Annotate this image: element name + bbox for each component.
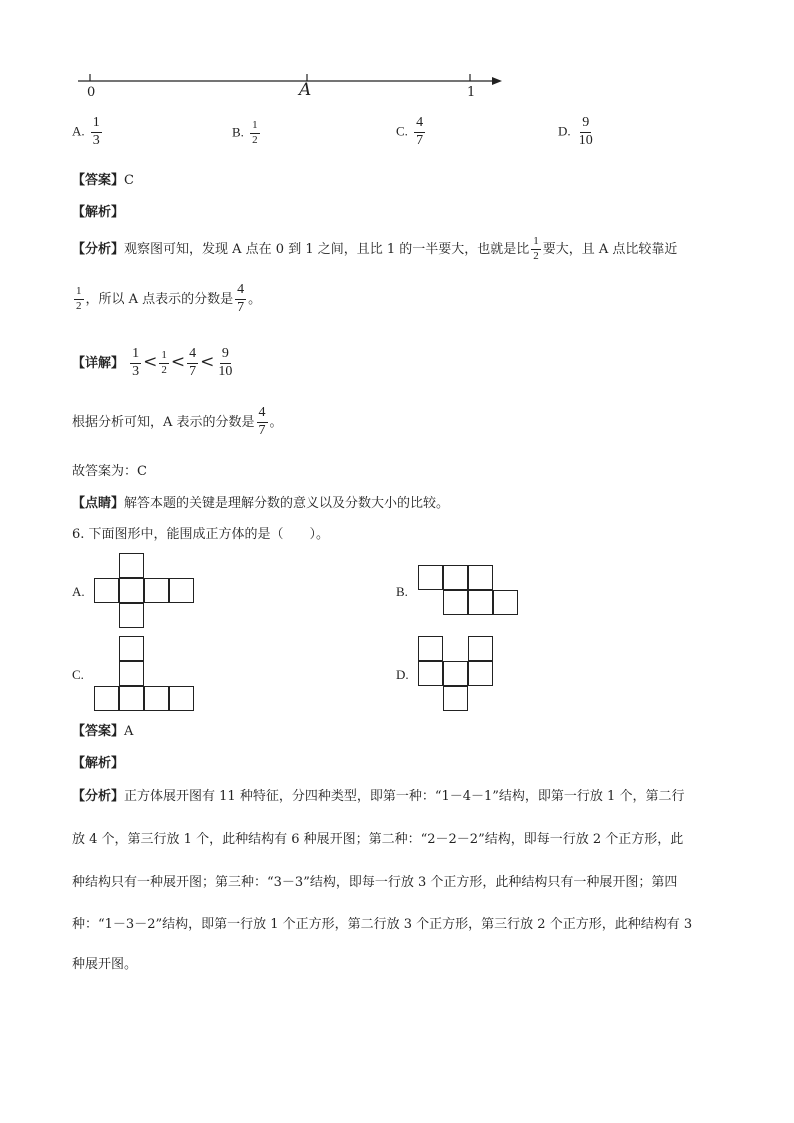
net-a-square [119,553,144,578]
net-b-label: B. [396,584,408,599]
net-c-square [144,686,169,711]
option-d[interactable] [558,116,597,148]
number-line-label-0: 0 [87,85,96,100]
net-a-square [144,578,169,603]
net-c-square [119,686,144,711]
net-b-square [418,565,443,590]
net-a-square [94,578,119,603]
q5-final-answer: 故答案为：C [72,464,147,479]
option-a-letter: A. [72,123,85,139]
number-line-arrow [492,77,502,85]
net-d-square [443,686,468,711]
q6-fenxi-line5: 种展开图。 [72,957,138,972]
option-c[interactable] [396,116,427,148]
option-a[interactable] [72,116,104,148]
q6-question: 6. 下面图形中，能围成正方体的是（ ）。 [72,527,330,542]
net-b-square [468,565,493,590]
q5-dianjing: 【点睛】解答本题的关键是理解分数的意义以及分数大小的比较。 [72,496,450,511]
number-line-label-1: 1 [467,85,476,100]
q6-fenxi-line2: 放 4 个，第三行放 1 个，此种结构有 6 种展开图；第二种：“2－2－2”结构，即每一行放 2 个正方形，此 [72,832,684,847]
net-c-square [119,636,144,661]
q5-analysis-heading: 【解析】 [72,205,125,220]
q6-fenxi-line1: 【分析】正方体展开图有 11 种特征，分四种类型，即第一种：“1－4－1”结构，即第一行放 1 个，第二行 [72,789,685,804]
option-d-fraction: $\frac{9}{10}$ [578,115,593,148]
net-a-label: A. [72,584,85,599]
net-c-square [94,686,119,711]
net-a-square [169,578,194,603]
option-b-letter: B. [232,124,244,140]
net-b-square [468,590,493,615]
net-d-square [443,661,468,686]
q5-detail: 【详解】 $\frac{1}{3}$ < $\frac{1}{2}$ < $\frac{4}{7}$ < $\frac{9}{10}$ [72,346,233,379]
net-d-label: D. [396,667,409,682]
q6-fenxi-line3: 种结构只有一种展开图；第三种：“3－3”结构，即每一行放 3 个正方形，此种结构只有一种展开图；第四 [72,875,678,890]
net-a-square [119,578,144,603]
option-d-letter: D. [558,123,571,139]
number-line [70,70,510,104]
option-a-fraction: $\frac{1}{3}$ [92,115,100,148]
option-b-fraction: $\frac{1}{2}$ [252,119,258,146]
net-d-square [418,661,443,686]
option-b[interactable] [232,120,262,146]
net-b-square [493,590,518,615]
q5-fenxi-line2: $\frac{1}{2}$ ，所以 A 点表示的分数是 $\frac{4}{7}$ 。 [76,282,262,315]
q5-fenxi-line1: 【分析】观察图可知，发现 A 点在 0 到 1 之间，且比 1 的一半要大，也就是比 $\frac{1}{2}$ 要大，且 A 点比较靠近 [72,235,678,262]
q6-analysis-heading: 【解析】 [72,756,125,771]
q6-fenxi-line4: 种：“1－3－2”结构，即第一行放 1 个正方形，第二行放 3 个正方形，第三行放 2 个正方形，此种结构有 3 [72,917,693,932]
q6-answer: 【答案】A [72,724,134,739]
q5-answer: 【答案】C [72,173,134,188]
net-d-square [468,661,493,686]
net-d-square [418,636,443,661]
number-line-label-a: A [299,80,312,100]
net-b-square [443,565,468,590]
net-b-square [443,590,468,615]
option-c-fraction: $\frac{4}{7}$ [416,115,424,148]
option-c-letter: C. [396,123,408,139]
net-c-square [119,661,144,686]
net-a-square [119,603,144,628]
net-c-square [169,686,194,711]
net-d-square [468,636,493,661]
net-c-label: C. [72,667,84,682]
q5-conclusion: 根据分析可知，A 表示的分数是 $\frac{4}{7}$ 。 [72,405,283,438]
